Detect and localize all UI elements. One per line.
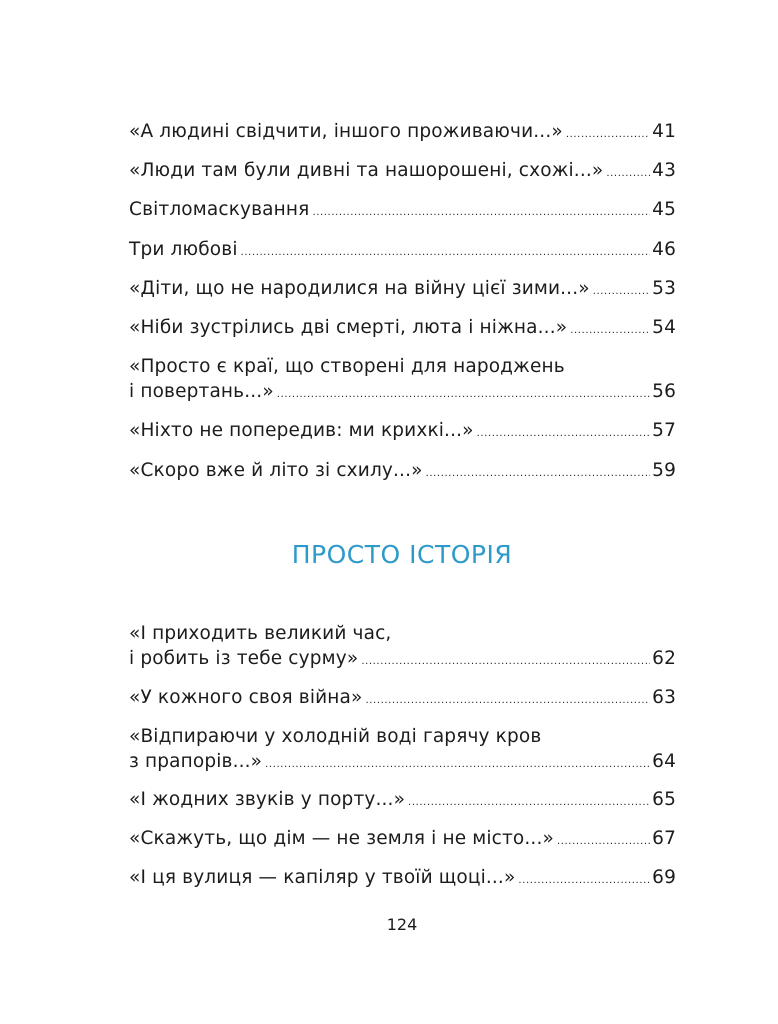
toc-entry-title-line-1: «Просто є краї, що створені для народжень xyxy=(129,356,565,378)
toc-entry xyxy=(129,621,676,674)
toc-entry xyxy=(129,237,676,265)
toc-entry xyxy=(129,119,676,147)
toc-entry-page: 65 xyxy=(652,789,676,811)
toc-entry-page: 41 xyxy=(652,121,676,142)
toc-entry xyxy=(129,418,676,446)
page-number: 124 xyxy=(386,915,418,934)
dot-leader xyxy=(365,688,650,713)
toc-entry-title: «У кожного своя війна» xyxy=(129,686,363,708)
toc-entry-title: Світломаскування xyxy=(129,199,310,221)
toc-entry-page: 57 xyxy=(652,420,676,442)
toc-entry-page: 53 xyxy=(652,277,676,299)
toc-entry-title: «Люди там були дивні та нашорошені, схожі...» xyxy=(129,160,604,182)
dot-leader xyxy=(241,240,651,265)
toc-entry-title: з прапорів...» xyxy=(129,750,263,772)
toc-entry-title: і повертань...» xyxy=(129,381,274,403)
dot-leader xyxy=(312,200,650,225)
toc-entry-title: «А людині свідчити, іншого проживаючи...» xyxy=(129,121,563,142)
table-of-contents-part-1 xyxy=(129,119,676,497)
dot-leader xyxy=(557,829,650,854)
toc-entry xyxy=(129,826,676,854)
toc-entry xyxy=(129,685,676,713)
toc-entry xyxy=(129,787,676,815)
toc-entry xyxy=(129,354,676,407)
toc-entry-title: «Ніхто не попередив: ми крихкі...» xyxy=(129,420,474,442)
toc-entry-title-line-1: «Відпираючи у холодній воді гарячу кров xyxy=(129,725,542,747)
dot-leader xyxy=(518,868,650,893)
toc-entry-page: 54 xyxy=(652,316,676,338)
toc-entry xyxy=(129,458,676,486)
toc-entry-title: «Скоро вже й літо зі схилу...» xyxy=(129,459,423,481)
toc-entry-title-line-1: «І приходить великий час, xyxy=(129,623,392,644)
section-title: ПРОСТО ІСТОРІЯ xyxy=(291,540,513,569)
dot-leader xyxy=(477,421,651,446)
toc-entry xyxy=(129,158,676,186)
toc-entry-page: 59 xyxy=(652,459,676,481)
toc-entry-title: «Ніби зустрілись дві смерті, люта і ніжна...» xyxy=(129,316,568,338)
table-of-contents-part-2 xyxy=(129,621,676,904)
toc-entry xyxy=(129,197,676,225)
toc-entry-page: 45 xyxy=(652,199,676,221)
toc-entry-title: «І жодних звуків у порту...» xyxy=(129,789,406,811)
toc-entry xyxy=(129,276,676,304)
toc-entry-title: «І ця вулиця — капіляр у твоїй щоці...» xyxy=(129,866,516,888)
toc-entry-title: і робить із тебе сурму» xyxy=(129,648,359,669)
toc-entry xyxy=(129,724,676,777)
toc-entry-title: Три любові xyxy=(129,238,238,260)
dot-leader xyxy=(265,752,650,777)
toc-entry-page: 69 xyxy=(652,866,676,888)
dot-leader xyxy=(606,161,650,186)
toc-entry-title: «Скажуть, що дім — не земля і не місто...» xyxy=(129,828,554,850)
dot-leader xyxy=(426,461,651,486)
toc-entry-page: 62 xyxy=(652,648,676,669)
toc-entry-page: 43 xyxy=(652,160,676,182)
toc-entry-page: 67 xyxy=(652,828,676,850)
toc-entry-page: 56 xyxy=(652,381,676,403)
toc-entry xyxy=(129,315,676,343)
toc-entry-page: 63 xyxy=(652,686,676,708)
dot-leader xyxy=(566,122,650,147)
dot-leader xyxy=(593,279,650,304)
toc-entry xyxy=(129,865,676,893)
dot-leader xyxy=(570,318,650,343)
dot-leader xyxy=(361,649,650,674)
dot-leader xyxy=(277,382,650,407)
toc-entry-title: «Діти, що не народилися на війну цієї зими...» xyxy=(129,277,590,299)
toc-entry-page: 46 xyxy=(652,238,676,260)
toc-entry-page: 64 xyxy=(652,750,676,772)
dot-leader xyxy=(408,790,650,815)
